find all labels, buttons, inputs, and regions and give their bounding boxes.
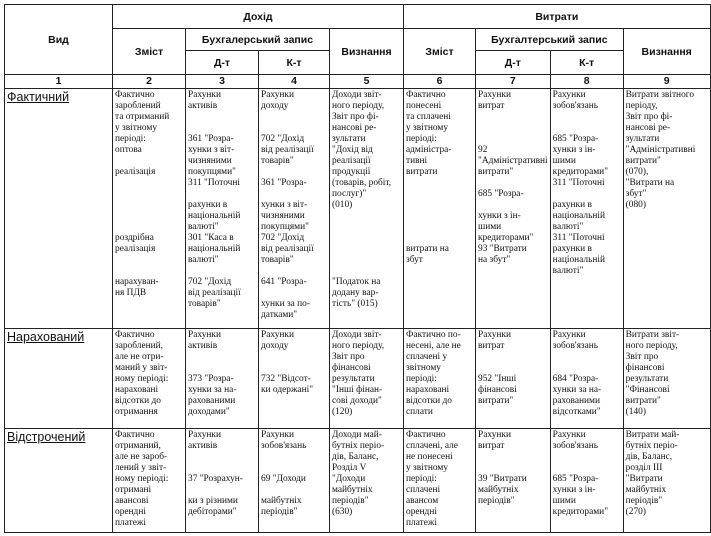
cell-text: Фактично по- несені, але не сплачені у звітному періоді: нараховані відсотки до сплати [406, 330, 461, 417]
expense-content-cell [404, 329, 476, 429]
income-content-cell [113, 429, 186, 533]
table-row-deferred [5, 429, 711, 533]
expense-credit-cell [550, 329, 623, 429]
cell-text: Фактично зароблений та отриманий у звітному періоді: оптова реалізація роздрібна реалізація нарахуван- ня ПДВ [115, 90, 170, 298]
income-credit-cell [259, 329, 330, 429]
cell-text: Рахунки доходу 702 "Дохід від реалізації товарів" 361 "Розра- хунки з віт- чизняними покупцями" 702 "Дохід від реалізації товарів" 641 "Розра- хунки за по- датками" [261, 90, 314, 320]
column-number: 5 [330, 75, 404, 89]
cell-text: Витрати звіт- ного періоду, Звіт про фінансові результати "Фінансові витрати" (140) [625, 330, 680, 417]
cell-text: Рахунки зобов'язань 69 "Доходи майбутніх періодів" [261, 430, 307, 517]
cell-text: Рахунки витрат 92 "Адміністративні витрати" 685 "Розра- хунки з ін- шими кредиторами" 93 "Витрати на збут" [478, 90, 548, 265]
cell-text: Рахунки витрат 952 "Інші фінансові витрати" [478, 330, 517, 406]
expense-content-cell [404, 89, 476, 329]
expense-credit-cell [550, 429, 623, 533]
expense-recognition-cell [623, 329, 710, 429]
table-row-factual [5, 89, 711, 329]
expense-debit-cell [476, 329, 551, 429]
income-debit-cell [186, 329, 259, 429]
kind-label: Нарахований [7, 330, 85, 344]
header-dt-expense: Д-т [476, 51, 551, 75]
column-number: 7 [476, 75, 551, 89]
cell-text: Витрати май- бутніх періо- дів, Баланс, розділ ІІІ "Витрати майбутніх періодів" (270) [625, 430, 680, 517]
expense-recognition-cell [623, 429, 710, 533]
header-zapys-income: Бухгалерський запис [186, 29, 330, 51]
cell-text: Рахунки активів 373 "Розра- хунки за на- рахованими доходами" [188, 330, 237, 417]
kind-cell [5, 429, 113, 533]
income-credit-cell [259, 89, 330, 329]
cell-text: Рахунки активів 361 "Розра- хунки з віт- чизняними покупцями" 311 "Поточні рахунки в національній валюті" 301 "Каса в національній валюті" 702 "Дохід від реалізації товарів" [188, 90, 241, 309]
kind-cell [5, 89, 113, 329]
header-row-1 [5, 5, 711, 29]
income-credit-cell [259, 429, 330, 533]
header-zapys-expense: Бухгалтерський запис [476, 29, 624, 51]
column-number: 1 [5, 75, 113, 89]
cell-text: Рахунки зобов'язань 685 "Розра- хунки з ін- шими кредиторами" 311 "Поточні рахунки в національній валюті" 311 "Поточні рахунки в національній валюті" [552, 90, 609, 276]
header-kt-income: К-т [259, 51, 330, 75]
header-zmist-expense: Зміст [404, 29, 476, 75]
cell-text: Доходи звіт- ного періоду, Звіт про фі- нансові ре- зультати "Дохід від реалізації продукції (товарів, робіт, послуг)" (010) "Податок на додану вар- тість" (015) [332, 90, 392, 309]
income-recognition-cell [330, 429, 404, 533]
header-dt-income: Д-т [186, 51, 259, 75]
cell-text: Рахунки активів 37 "Розрахун- ки з різними дебіторами" [188, 430, 243, 517]
kind-cell [5, 329, 113, 429]
income-debit-cell [186, 429, 259, 533]
income-content-cell [113, 329, 186, 429]
header-kt-expense: К-т [550, 51, 623, 75]
cell-text: Фактично сплачені, але не понесені у звітному періоді: сплачені авансом орендні платежі [406, 430, 458, 528]
cell-text: Доходи май- бутніх періо- дів, Баланс, Розділ V "Доходи майбутніх періодів" (630) [332, 430, 385, 517]
expense-credit-cell [550, 89, 623, 329]
income-recognition-cell [330, 89, 404, 329]
cell-text: Доходи звіт- ного періоду, Звіт про фінансові результати "Інші фінан- сові доходи" (120) [332, 330, 385, 417]
header-vyznannia-income: Визнання [330, 29, 404, 75]
column-number: 8 [550, 75, 623, 89]
cell-text: Рахунки витрат 39 "Витрати майбутніх періодів" [478, 430, 527, 506]
income-recognition-cell [330, 329, 404, 429]
kind-label: Відстрочений [7, 430, 86, 444]
income-content-cell [113, 89, 186, 329]
cell-text: Рахунки зобов'язань 684 "Розра- хунки за на- рахованими відсотками" [552, 330, 602, 417]
header-zmist-income: Зміст [113, 29, 186, 75]
kind-label: Фактичний [7, 90, 70, 104]
expense-debit-cell [476, 89, 551, 329]
income-debit-cell [186, 89, 259, 329]
expense-recognition-cell [623, 89, 710, 329]
cell-text: Фактично отриманий, але не зароб- лений у звіт- ному періоді: отримані авансові орендні платежі [115, 430, 169, 528]
expense-debit-cell [476, 429, 551, 533]
column-number: 4 [259, 75, 330, 89]
column-number: 3 [186, 75, 259, 89]
cell-text: Фактично понесені та сплачені у звітному періоді: адміністра- тивні витрати витрати на збут [406, 90, 452, 265]
accounting-table [4, 4, 711, 533]
column-number: 9 [623, 75, 710, 89]
column-number-row [5, 75, 711, 89]
header-dokhid: Дохід [113, 5, 404, 29]
column-number: 6 [404, 75, 476, 89]
header-vyznannia-expense: Визнання [623, 29, 710, 75]
cell-text: Рахунки зобов'язань 685 "Розра- хунки з ін- шими кредиторами" [552, 430, 609, 517]
cell-text: Фактично зароблений, але не отри- маний у звіт- ному періоді: нараховані відсотки до отримання [115, 330, 169, 417]
cell-text: Витрати звітного періоду, Звіт про фі- нансові ре- зультати "Адміністративні витрати" (070), "Витрати на збут" (080) [625, 90, 696, 210]
header-vid: Вид [5, 5, 113, 75]
header-vytraty: Витрати [404, 5, 711, 29]
column-number: 2 [113, 75, 186, 89]
cell-text: Рахунки доходу 732 "Відсот- ки одержані" [261, 330, 314, 395]
table-row-accrued [5, 329, 711, 429]
expense-content-cell [404, 429, 476, 533]
